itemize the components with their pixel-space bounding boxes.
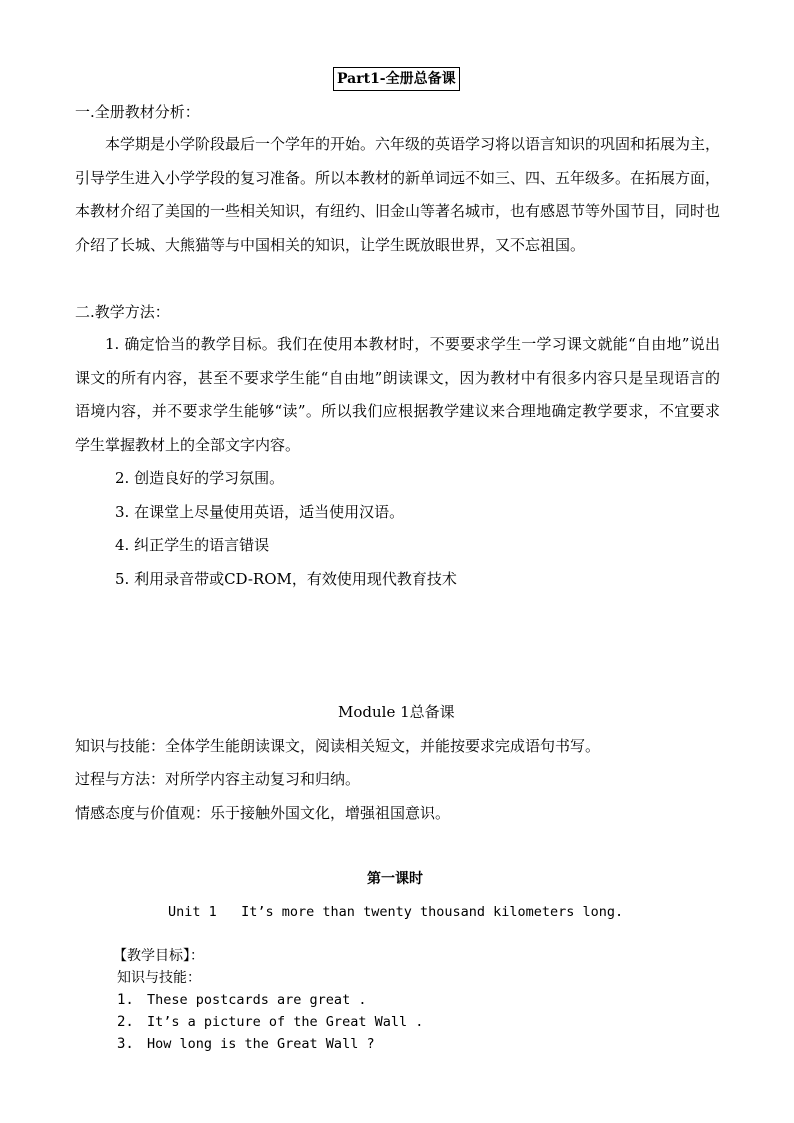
method-item-1: 1. 确定恰当的教学目标。我们在使用本教材时，不要要求学生一学习课文就能“自由地”说出课文的所有内容，甚至不要求学生能“自由地”朗读课文，因为教材中有很多内容只是呈现语言的语境内容，并不要求学生能够“读”。所以我们应根据教学建议来合理地确定教学要求，不宜要求学生掌握教材上的全部文字内容。 [75, 335, 720, 454]
sentence-text: It’s a picture of the Great Wall . [147, 1014, 424, 1030]
method-item-2: 2. 创造良好的学习氛围。 [115, 469, 285, 487]
section1-heading: 一.全册教材分析： [75, 103, 200, 121]
unit-title: Unit 1 It’s more than twenty thousand kilometers long. [168, 904, 624, 920]
sentence-text: How long is the Great Wall ? [147, 1036, 375, 1052]
module-goal-process: 过程与方法：对所学内容主动复习和归纳。 [75, 770, 361, 788]
method-item-5: 5. 利用录音带或CD-ROM，有效使用现代教育技术 [115, 570, 457, 588]
module-goal-attitude: 情感态度与价值观：乐于接触外国文化，增强祖国意识。 [75, 804, 451, 822]
sentence-text: These postcards are great . [147, 992, 367, 1008]
lesson-title: 第一课时 [367, 871, 423, 887]
skills-heading: 知识与技能： [117, 970, 201, 986]
method-item-3: 3. 在课堂上尽量使用英语，适当使用汉语。 [115, 503, 405, 521]
method-item-4: 4. 纠正学生的语言错误 [115, 536, 270, 554]
sentence-number: 1. [117, 992, 134, 1008]
module-title: Module 1总备课 [338, 703, 455, 721]
part-title: Part1-全册总备课 [333, 67, 460, 91]
objectives-heading: 【教学目标】： [113, 948, 204, 964]
sentence-number: 3. [117, 1036, 134, 1052]
sentence-number: 2. [117, 1014, 134, 1030]
section1-paragraph: 本学期是小学阶段最后一个学年的开始。六年级的英语学习将以语言知识的巩固和拓展为主，引导学生进入小学学段的复习准备。所以本教材的新单词远不如三、四、五年级多。在拓展方面，本教材介绍了美国的一些相关知识，有纽约、旧金山等著名城市，也有感恩节等外国节目，同时也介绍了长城、大熊猫等与中国相关的知识，让学生既放眼世界，又不忘祖国。 [75, 135, 721, 254]
module-goal-knowledge: 知识与技能：全体学生能朗读课文，阅读相关短文，并能按要求完成语句书写。 [75, 737, 601, 755]
section2-heading: 二.教学方法： [75, 303, 170, 321]
